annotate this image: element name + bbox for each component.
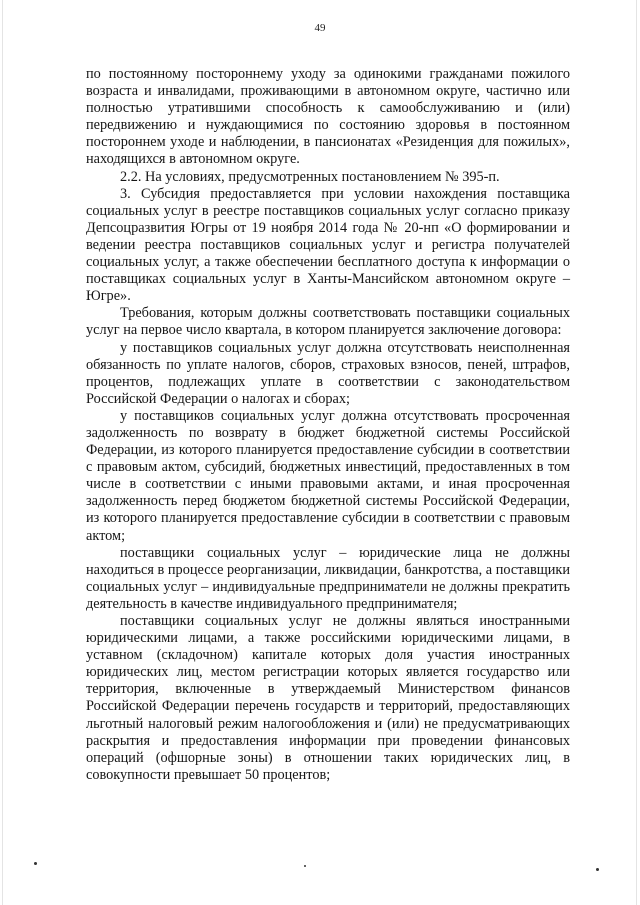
paragraph-2: 2.2. На условиях, предусмотренных постановлением № 395-п.: [120, 168, 500, 185]
scan-speck: [34, 862, 37, 865]
document-body: [86, 66, 570, 784]
paragraph-5: у поставщиков социальных услуг должна отсутствовать неисполненная обязанность по уплате налогов, сборов, страховых взносов, пеней, штрафов, процентов, подлежащих уплате в соответствии с законодательством Российской Федерации о налогах и сборах;: [86, 339, 570, 407]
paragraph-4: Требования, которым должны соответствовать поставщики социальных услуг на первое число квартала, в котором планируется заключение договора:: [86, 305, 570, 339]
paragraph-1: по постоянному постороннему уходу за одинокими гражданами пожилого возраста и инвалидами, проживающими в автономном округе, частично или полностью утратившими способность к самообслуживанию и (или) передвижению и нуждающимися по состоянию здоровья в постоянном постороннем уходе и наблюдении, в пансионатах «Резиденция для пожилых», находящихся в автономном округе.: [86, 66, 570, 168]
scan-speck: [596, 868, 599, 871]
paragraph-3: 3. Субсидия предоставляется при условии нахождения поставщика социальных услуг в реестре поставщиков социальных услуг согласно приказу Депсоцразвития Югры от 19 ноября 2014 года № 20-нп «О формировании и ведении реестра поставщиков социальных услуг и регистра получателей социальных услуг, а также обеспечении бесплатного доступа к информации о поставщиках социальных услуг в Ханты-Мансийском автономном округе – Югре».: [86, 185, 570, 305]
scan-edge-right: [636, 0, 637, 905]
paragraph-6: у поставщиков социальных услуг должна отсутствовать просроченная задолженность по возврату в бюджет бюджетной системы Российской Федерации, из которого планируется предоставление субсидии в соответствии с правовым актом, субсидий, бюджетных инвестиций, предоставленных в том числе в соответствии с иными правовыми актами, и иная просроченная задолженность перед бюджетом бюджетной системы Российской Федерации, из которого планируется предоставление субсидии в соответствии с правовым актом;: [86, 407, 570, 544]
paragraph-7: поставщики социальных услуг – юридические лица не должны находиться в процессе реорганизации, ликвидации, банкротства, а поставщики социальных услуг – индивидуальные предприниматели не должны прекратить деятельность в качестве индивидуального предпринимателя;: [86, 544, 570, 612]
scan-edge-left: [2, 0, 3, 905]
paragraph-8: поставщики социальных услуг не должны являться иностранными юридическими лицами, а также российскими юридическими лицами, в уставном (складочном) капитале которых доля участия иностранных юридических лиц, местом регистрации которых является государство или территория, включенные в утверждаемый Министерством финансов Российской Федерации перечень государств и территорий, предоставляющих льготный налоговый режим налогообложения и (или) не предусматривающих раскрытия и предоставления информации при проведении финансовых операций (офшорные зоны) в отношении таких юридических лиц, в совокупности превышает 50 процентов;: [86, 613, 570, 783]
page-number: 49: [314, 22, 326, 34]
scan-speck: [304, 865, 306, 867]
